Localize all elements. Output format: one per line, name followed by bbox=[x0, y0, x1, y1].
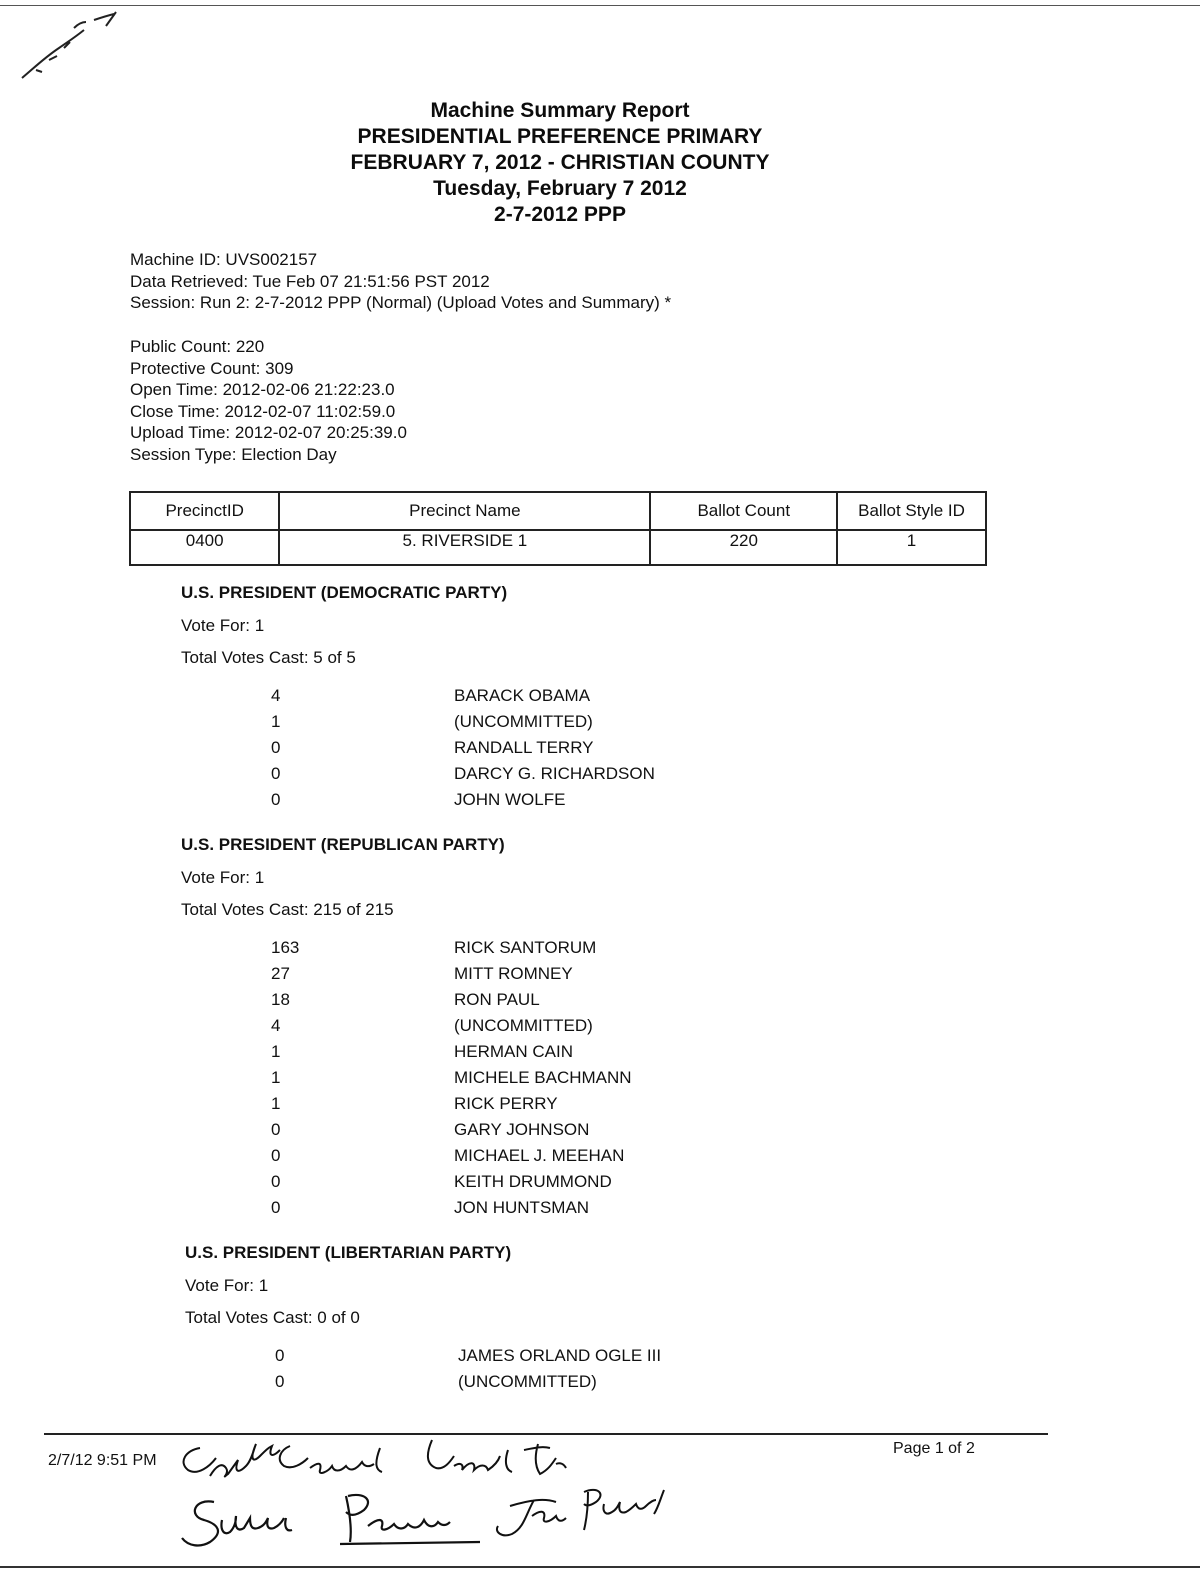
report-title: Machine Summary Report bbox=[430, 99, 690, 122]
list-item bbox=[181, 1042, 574, 1068]
list-item bbox=[185, 1346, 662, 1372]
list-item bbox=[181, 1172, 612, 1198]
candidate-votes: 1 bbox=[271, 1094, 281, 1113]
list-item bbox=[181, 1094, 558, 1120]
list-item bbox=[181, 764, 655, 790]
candidate-name: RICK PERRY bbox=[454, 1094, 558, 1113]
header-precinct-name: Precinct Name bbox=[279, 492, 650, 530]
printed-timestamp: 2/7/12 9:51 PM bbox=[48, 1452, 157, 1469]
candidate-name: HERMAN CAIN bbox=[454, 1042, 574, 1061]
candidate-votes: 4 bbox=[271, 1016, 281, 1035]
total-votes-cast: Total Votes Cast: 0 of 0 bbox=[185, 1308, 360, 1327]
precinct-table-header bbox=[130, 492, 986, 530]
candidate-name: (UNCOMMITTED) bbox=[458, 1372, 597, 1391]
candidate-votes: 0 bbox=[271, 1198, 281, 1217]
open-time: Open Time: 2012-02-06 21:22:23.0 bbox=[130, 380, 395, 399]
candidate-votes: 0 bbox=[271, 764, 281, 783]
list-item bbox=[181, 1198, 590, 1224]
candidate-votes: 18 bbox=[271, 990, 290, 1009]
public-count: Public Count: 220 bbox=[130, 337, 265, 356]
count-info bbox=[130, 336, 407, 465]
close-time: Close Time: 2012-02-07 11:02:59.0 bbox=[130, 401, 396, 421]
contest-libertarian bbox=[185, 1243, 662, 1398]
protective-count: Protective Count: 309 bbox=[130, 358, 294, 378]
header-precinct-id: PrecinctID bbox=[130, 492, 279, 530]
candidate-name: MITT ROMNEY bbox=[454, 964, 573, 983]
cell-precinct-id: 0400 bbox=[130, 530, 279, 565]
candidate-votes: 0 bbox=[275, 1372, 285, 1391]
machine-info bbox=[130, 249, 671, 314]
total-votes-cast: Total Votes Cast: 5 of 5 bbox=[181, 648, 356, 667]
session-type: Session Type: Election Day bbox=[130, 444, 337, 464]
vote-for: Vote For: 1 bbox=[181, 616, 265, 635]
contest-title: U.S. PRESIDENT (DEMOCRATIC PARTY) bbox=[181, 583, 508, 602]
cell-ballot-count: 220 bbox=[650, 530, 837, 565]
report-title-block bbox=[300, 98, 820, 228]
candidate-votes: 0 bbox=[271, 790, 281, 809]
candidate-list bbox=[181, 938, 632, 1224]
candidate-name: GARY JOHNSON bbox=[454, 1120, 590, 1139]
candidate-votes: 0 bbox=[271, 1146, 281, 1165]
data-retrieved: Data Retrieved: Tue Feb 07 21:51:56 PST 2012 bbox=[130, 271, 490, 291]
total-votes-cast: Total Votes Cast: 215 of 215 bbox=[181, 900, 394, 919]
list-item bbox=[181, 964, 573, 990]
candidate-votes: 0 bbox=[275, 1346, 285, 1365]
list-item bbox=[181, 1146, 625, 1172]
scan-top-edge bbox=[0, 5, 1200, 6]
session-info: Session: Run 2: 2-7-2012 PPP (Normal) (Upload Votes and Summary) * bbox=[130, 293, 672, 312]
candidate-votes: 1 bbox=[271, 1068, 281, 1087]
table-row bbox=[130, 530, 986, 565]
precinct-table bbox=[129, 491, 987, 566]
contest-democratic bbox=[181, 583, 655, 816]
contest-republican bbox=[181, 835, 632, 1224]
cell-ballot-style-id: 1 bbox=[837, 530, 986, 565]
candidate-name: MICHAEL J. MEEHAN bbox=[454, 1146, 625, 1165]
candidate-list bbox=[181, 686, 655, 816]
candidate-name: RON PAUL bbox=[454, 990, 540, 1009]
list-item bbox=[181, 712, 593, 738]
footer-rule bbox=[44, 1433, 1048, 1435]
candidate-name: (UNCOMMITTED) bbox=[454, 712, 593, 731]
election-code: 2-7-2012 PPP bbox=[494, 203, 626, 226]
candidate-name: RANDALL TERRY bbox=[454, 738, 594, 757]
candidate-votes: 0 bbox=[271, 738, 281, 757]
list-item bbox=[181, 790, 566, 816]
candidate-name: BARACK OBAMA bbox=[454, 686, 591, 705]
cell-precinct-name: 5. RIVERSIDE 1 bbox=[279, 530, 650, 565]
candidate-name: JAMES ORLAND OGLE III bbox=[458, 1346, 662, 1365]
list-item bbox=[181, 686, 591, 712]
scan-bottom-edge bbox=[0, 1566, 1200, 1568]
list-item bbox=[181, 738, 594, 764]
upload-time: Upload Time: 2012-02-07 20:25:39.0 bbox=[130, 423, 407, 442]
candidate-name: RICK SANTORUM bbox=[454, 938, 597, 957]
handwritten-signatures bbox=[170, 1436, 770, 1556]
contest-title: U.S. PRESIDENT (REPUBLICAN PARTY) bbox=[181, 835, 505, 854]
candidate-list bbox=[185, 1346, 662, 1398]
list-item bbox=[185, 1372, 597, 1398]
candidate-name: MICHELE BACHMANN bbox=[454, 1068, 632, 1087]
list-item bbox=[181, 938, 597, 964]
machine-id: Machine ID: UVS002157 bbox=[130, 250, 318, 269]
election-date-county: FEBRUARY 7, 2012 - CHRISTIAN COUNTY bbox=[350, 151, 770, 174]
candidate-name: KEITH DRUMMOND bbox=[454, 1172, 612, 1191]
candidate-votes: 163 bbox=[271, 938, 300, 957]
margin-scribble bbox=[14, 8, 124, 88]
candidate-votes: 1 bbox=[271, 712, 281, 731]
list-item bbox=[181, 1068, 632, 1094]
page-number: Page 1 of 2 bbox=[893, 1440, 975, 1457]
election-name: PRESIDENTIAL PREFERENCE PRIMARY bbox=[357, 125, 763, 148]
list-item bbox=[181, 990, 540, 1016]
candidate-votes: 0 bbox=[271, 1172, 281, 1191]
header-ballot-count: Ballot Count bbox=[650, 492, 837, 530]
list-item bbox=[181, 1120, 590, 1146]
election-day: Tuesday, February 7 2012 bbox=[433, 177, 687, 200]
candidate-name: DARCY G. RICHARDSON bbox=[454, 764, 655, 783]
candidate-votes: 0 bbox=[271, 1120, 281, 1139]
vote-for: Vote For: 1 bbox=[181, 868, 265, 887]
header-ballot-style-id: Ballot Style ID bbox=[837, 492, 986, 530]
candidate-name: (UNCOMMITTED) bbox=[454, 1016, 593, 1035]
candidate-votes: 4 bbox=[271, 686, 281, 705]
candidate-name: JON HUNTSMAN bbox=[454, 1198, 590, 1217]
candidate-votes: 27 bbox=[271, 964, 290, 983]
contest-title: U.S. PRESIDENT (LIBERTARIAN PARTY) bbox=[185, 1243, 512, 1262]
candidate-name: JOHN WOLFE bbox=[454, 790, 566, 809]
list-item bbox=[181, 1016, 593, 1042]
vote-for: Vote For: 1 bbox=[185, 1276, 269, 1295]
candidate-votes: 1 bbox=[271, 1042, 281, 1061]
